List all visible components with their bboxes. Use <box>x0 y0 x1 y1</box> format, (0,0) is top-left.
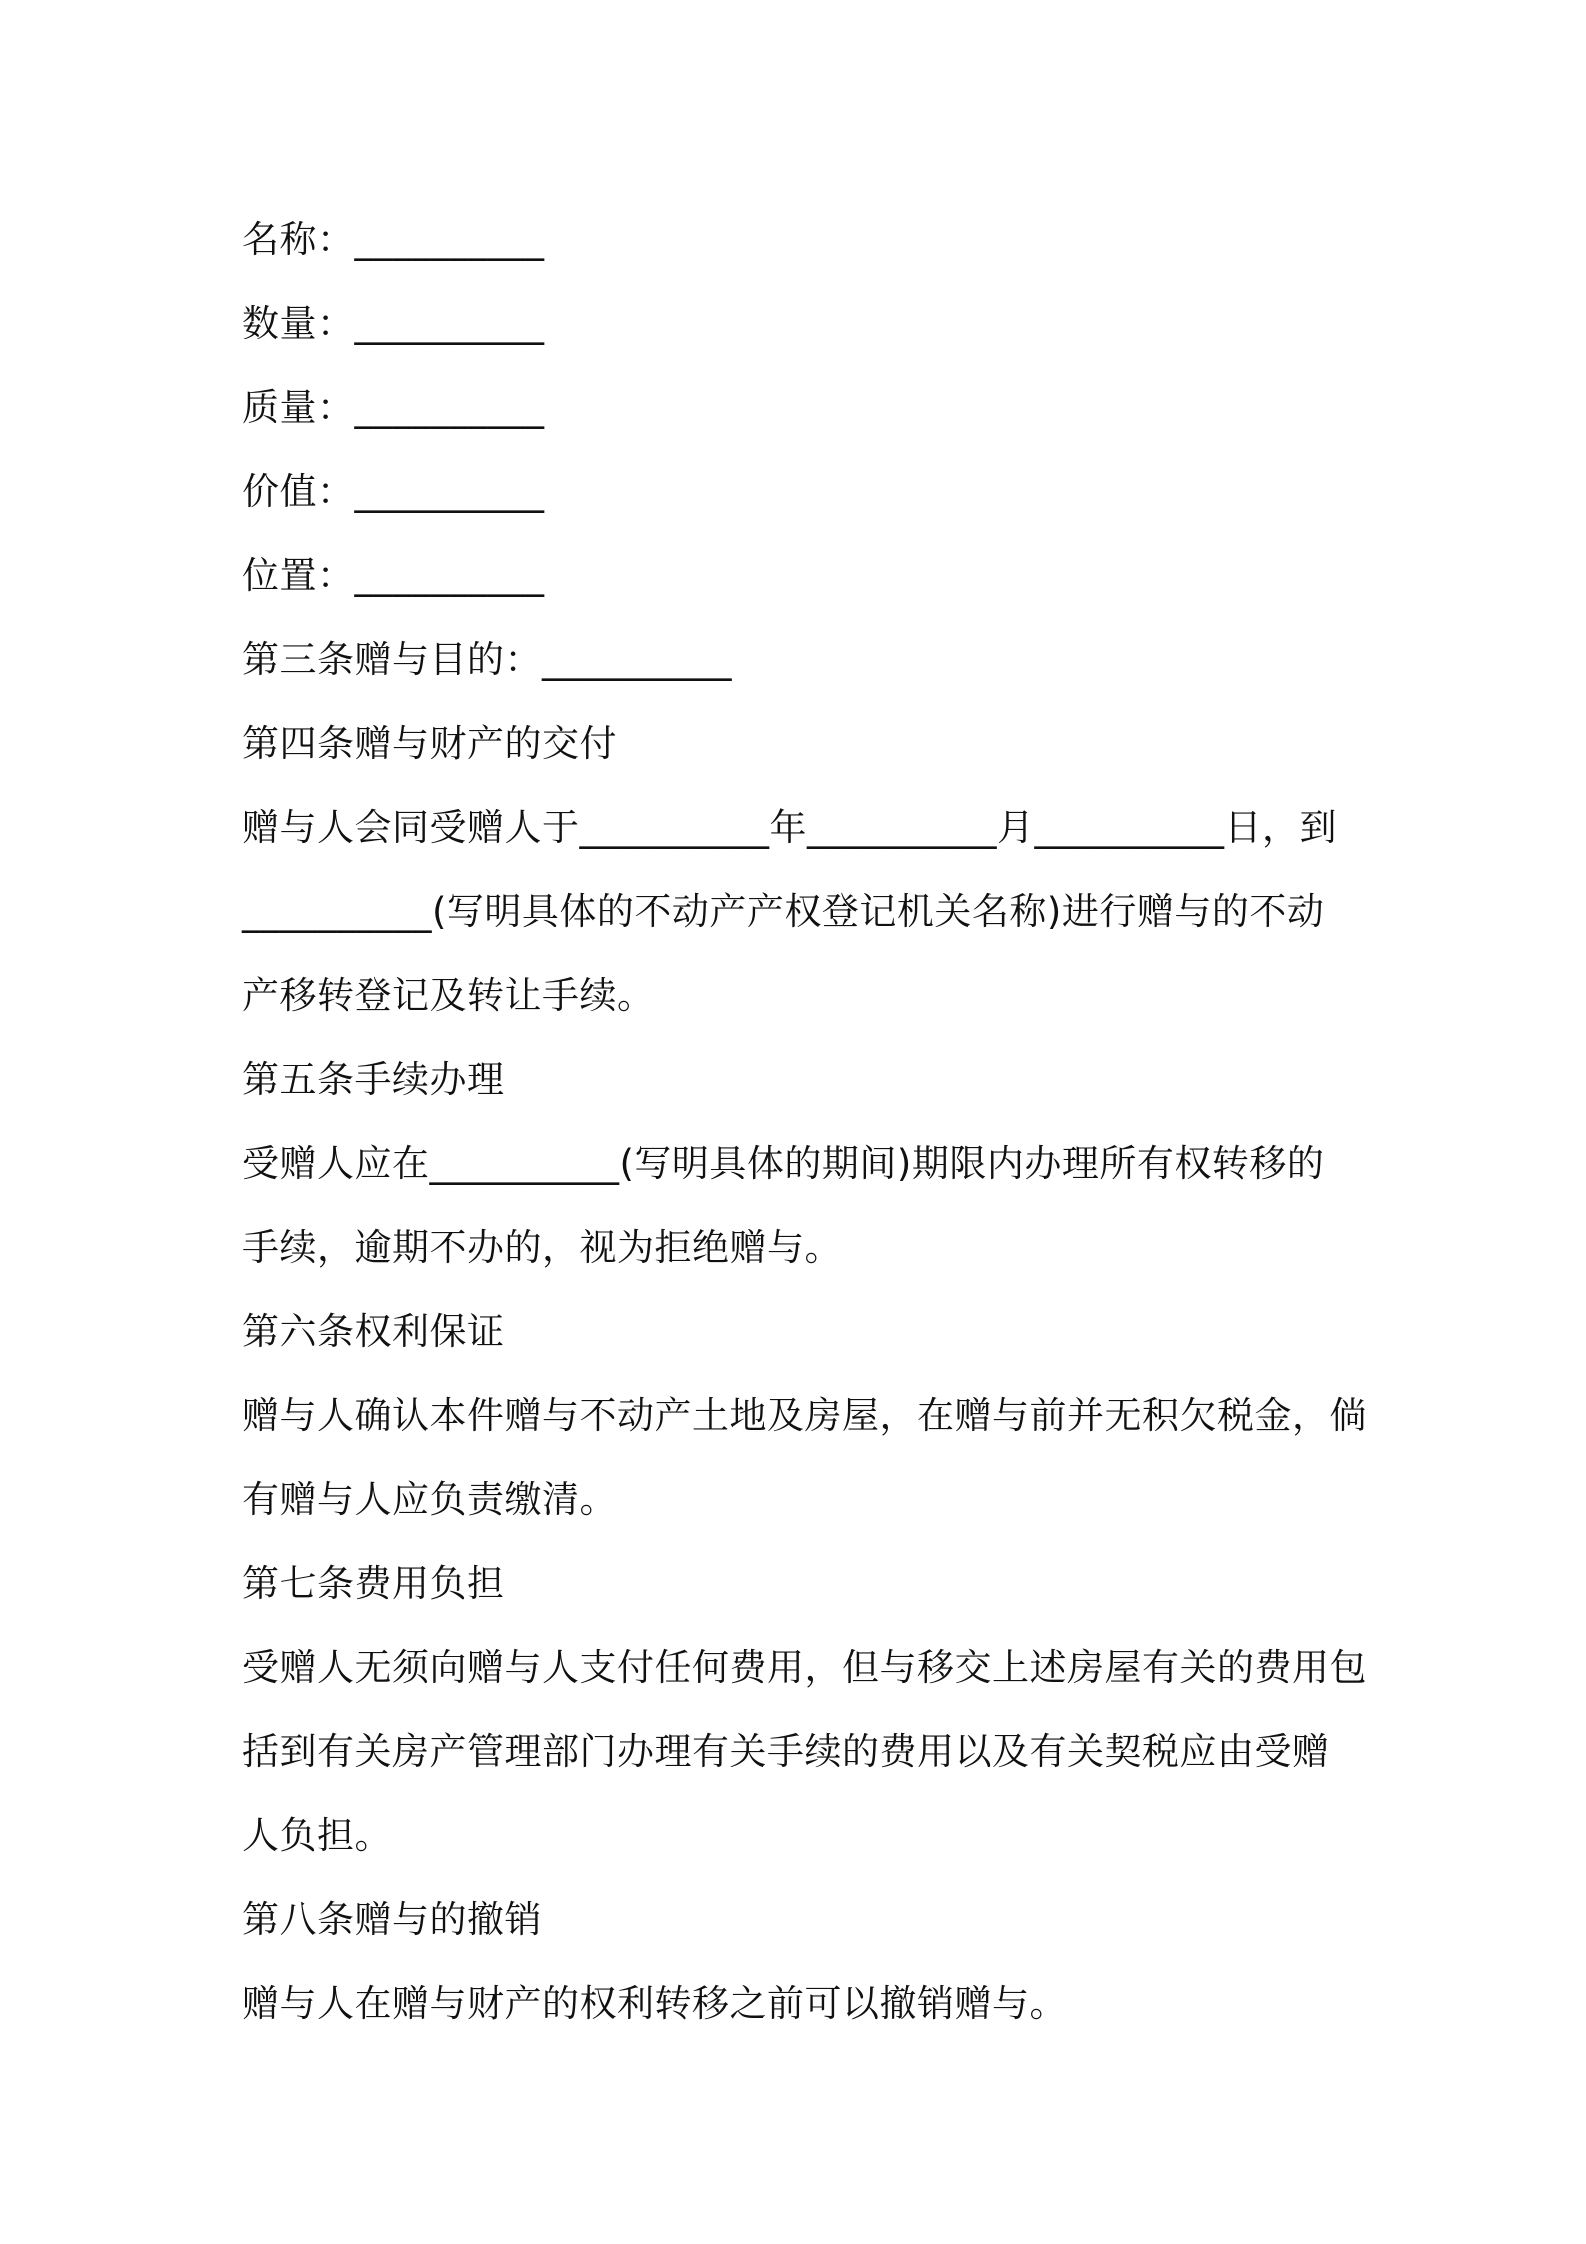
article-5-text-line-2: 手续，逾期不办的，视为拒绝赠与。 <box>242 1226 842 1269</box>
article-5-heading: 第五条手续办理 <box>242 1058 505 1101</box>
article-6-heading: 第六条权利保证 <box>242 1310 505 1353</box>
article-8-text-line-1: 赠与人在赠与财产的权利转移之前可以撤销赠与。 <box>242 1982 1067 2025</box>
article-6-text-line-2: 有赠与人应负责缴清。 <box>242 1478 617 1521</box>
article-7-text-line-2: 括到有关房产管理部门办理有关手续的费用以及有关契税应由受赠 <box>242 1730 1330 1773</box>
article-4-text-line-2: __________(写明具体的不动产产权登记机关名称)进行赠与的不动 <box>242 890 1325 933</box>
article-3-purpose: 第三条赠与目的：__________ <box>242 638 732 681</box>
article-7-text-line-1: 受赠人无须向赠与人支付任何费用，但与移交上述房屋有关的费用包 <box>242 1646 1367 1689</box>
document-body <box>242 198 1367 2046</box>
field-quality-line: 质量：__________ <box>242 386 545 429</box>
article-8-heading: 第八条赠与的撤销 <box>242 1898 542 1941</box>
field-name-line: 名称：__________ <box>242 218 545 261</box>
field-value-line: 价值：__________ <box>242 470 545 513</box>
article-4-text-line-3: 产移转登记及转让手续。 <box>242 974 655 1017</box>
article-5-text-line-1: 受赠人应在__________(写明具体的期间)期限内办理所有权转移的 <box>242 1142 1325 1185</box>
article-6-text-line-1: 赠与人确认本件赠与不动产土地及房屋，在赠与前并无积欠税金，倘 <box>242 1394 1367 1437</box>
article-4-text-line-1: 赠与人会同受赠人于__________年__________月__________日，到 <box>242 806 1337 849</box>
article-4-heading: 第四条赠与财产的交付 <box>242 722 617 765</box>
article-7-heading: 第七条费用负担 <box>242 1562 505 1605</box>
article-7-text-line-3: 人负担。 <box>242 1814 392 1857</box>
field-quantity-line: 数量：__________ <box>242 302 545 345</box>
field-location-line: 位置：__________ <box>242 554 545 597</box>
